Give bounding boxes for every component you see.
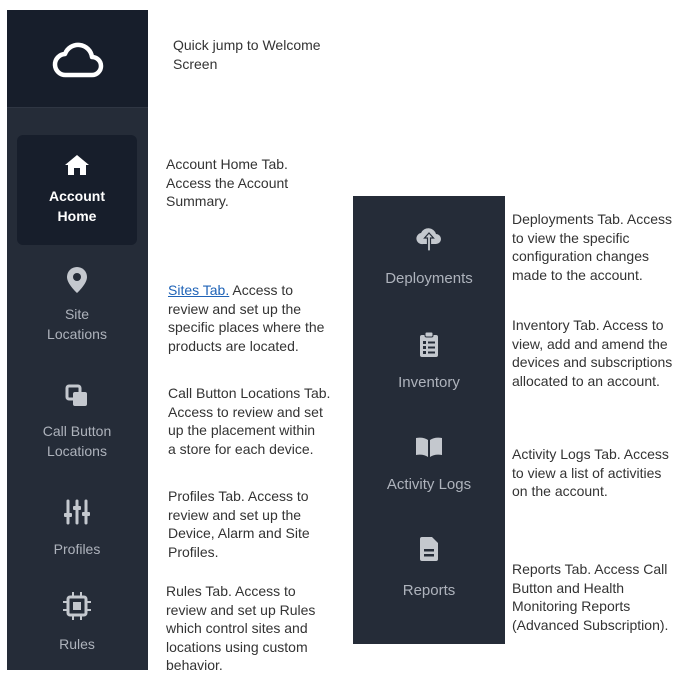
desc-line: devices and subscriptions: [512, 354, 673, 370]
desc-line: allocated to an account.: [512, 372, 660, 389]
profiles-description: [168, 487, 310, 561]
document-icon: [418, 536, 440, 562]
cloud-upload-icon: [415, 224, 443, 252]
desc-line: Inventory Tab. Access to: [512, 317, 664, 333]
sites-tab-link[interactable]: Sites Tab.: [168, 282, 230, 298]
nav-rules-label: Rules: [59, 636, 95, 652]
desc-line: (Advanced Subscription).: [512, 616, 669, 633]
desc-line: Rules Tab. Access to: [166, 583, 296, 599]
desc-line: review and set up the: [168, 506, 302, 523]
desc-line: products are located.: [168, 337, 299, 354]
desc-line: Profiles.: [168, 543, 219, 560]
desc-line: configuration changes: [512, 248, 649, 264]
desc-line: up the placement within: [168, 422, 316, 438]
nav-call-button-label-1: Call Button: [42, 423, 112, 439]
nav-rules[interactable]: [17, 590, 137, 660]
nav-account-home-label-2: Home: [57, 208, 97, 224]
nav-inventory-label: Inventory: [398, 374, 460, 391]
copy-squares-icon: [65, 384, 89, 408]
desc-line: Reports Tab. Access Call: [512, 561, 668, 577]
desc-line: Summary.: [166, 193, 229, 209]
inventory-description: [512, 316, 672, 390]
nav-profiles-label: Profiles: [53, 541, 101, 557]
nav-deployments[interactable]: [353, 224, 505, 294]
left-sidebar: [7, 10, 148, 670]
nav-site-locations-label-1: Site: [64, 306, 90, 322]
nav-activity-logs[interactable]: [353, 436, 505, 506]
desc-line: to view the specific: [512, 229, 630, 246]
desc-line: Call Button Locations Tab.: [168, 385, 331, 401]
nav-account-home-label-1: Account: [49, 188, 105, 204]
nav-reports-label: Reports: [402, 582, 456, 599]
sliders-icon: [64, 499, 90, 525]
welcome-description: [173, 36, 321, 73]
book-icon: [415, 436, 443, 458]
desc-line: Monitoring Reports: [512, 598, 631, 614]
nav-inventory[interactable]: [353, 332, 505, 402]
deployments-description: [512, 210, 672, 284]
nav-site-locations[interactable]: [17, 260, 137, 350]
nav-reports[interactable]: [353, 536, 505, 606]
nav-deployments-label: Deployments: [385, 270, 473, 287]
desc-line: Deployments Tab. Access: [512, 211, 673, 227]
desc-line: Button and Health: [512, 579, 625, 596]
welcome-logo-button[interactable]: [7, 10, 148, 108]
nav-call-button-locations[interactable]: [17, 378, 137, 468]
desc-line: Profiles Tab. Access to: [168, 488, 309, 504]
home-icon: [64, 153, 90, 177]
nav-profiles[interactable]: [17, 495, 137, 565]
desc-line: [168, 281, 324, 300]
sites-description: [168, 281, 324, 355]
desc-line: Quick jump to Welcome: [173, 37, 321, 53]
desc-line: Screen: [173, 55, 218, 72]
desc-line: Activity Logs Tab. Access: [512, 446, 669, 462]
nav-call-button-label-2: Locations: [47, 443, 107, 459]
desc-line: Access to review and set: [168, 403, 323, 420]
chip-icon: [63, 592, 91, 620]
clipboard-icon: [418, 332, 440, 358]
desc-line: locations using custom: [166, 638, 308, 655]
desc-line: review and set up Rules: [166, 601, 316, 618]
desc-line: view, add and amend the: [512, 335, 668, 352]
right-sidebar: [353, 196, 505, 644]
desc-line: specific places where the: [168, 319, 325, 335]
desc-line: to view a list of activities: [512, 464, 662, 481]
rules-description: [166, 582, 315, 675]
nav-account-home[interactable]: [17, 135, 137, 245]
desc-line: on the account.: [512, 483, 608, 499]
reports-description: [512, 560, 668, 634]
desc-line: made to the account.: [512, 266, 643, 283]
cloud-icon: [52, 39, 104, 79]
desc-line: behavior.: [166, 657, 223, 673]
desc-line: Device, Alarm and Site: [168, 525, 310, 541]
desc-line: which control sites and: [166, 620, 308, 636]
location-pin-icon: [66, 266, 88, 294]
desc-line: Account Home Tab.: [166, 156, 288, 172]
activity-logs-description: [512, 445, 669, 501]
desc-line: review and set up the: [168, 300, 302, 317]
desc-line: a store for each device.: [168, 440, 314, 457]
nav-site-locations-label-2: Locations: [47, 326, 107, 342]
account-home-description: [166, 155, 288, 211]
nav-activity-logs-label: Activity Logs: [386, 476, 472, 493]
desc-text: Access to: [229, 282, 294, 298]
call-button-description: [168, 384, 330, 458]
desc-line: Access the Account: [166, 174, 289, 191]
